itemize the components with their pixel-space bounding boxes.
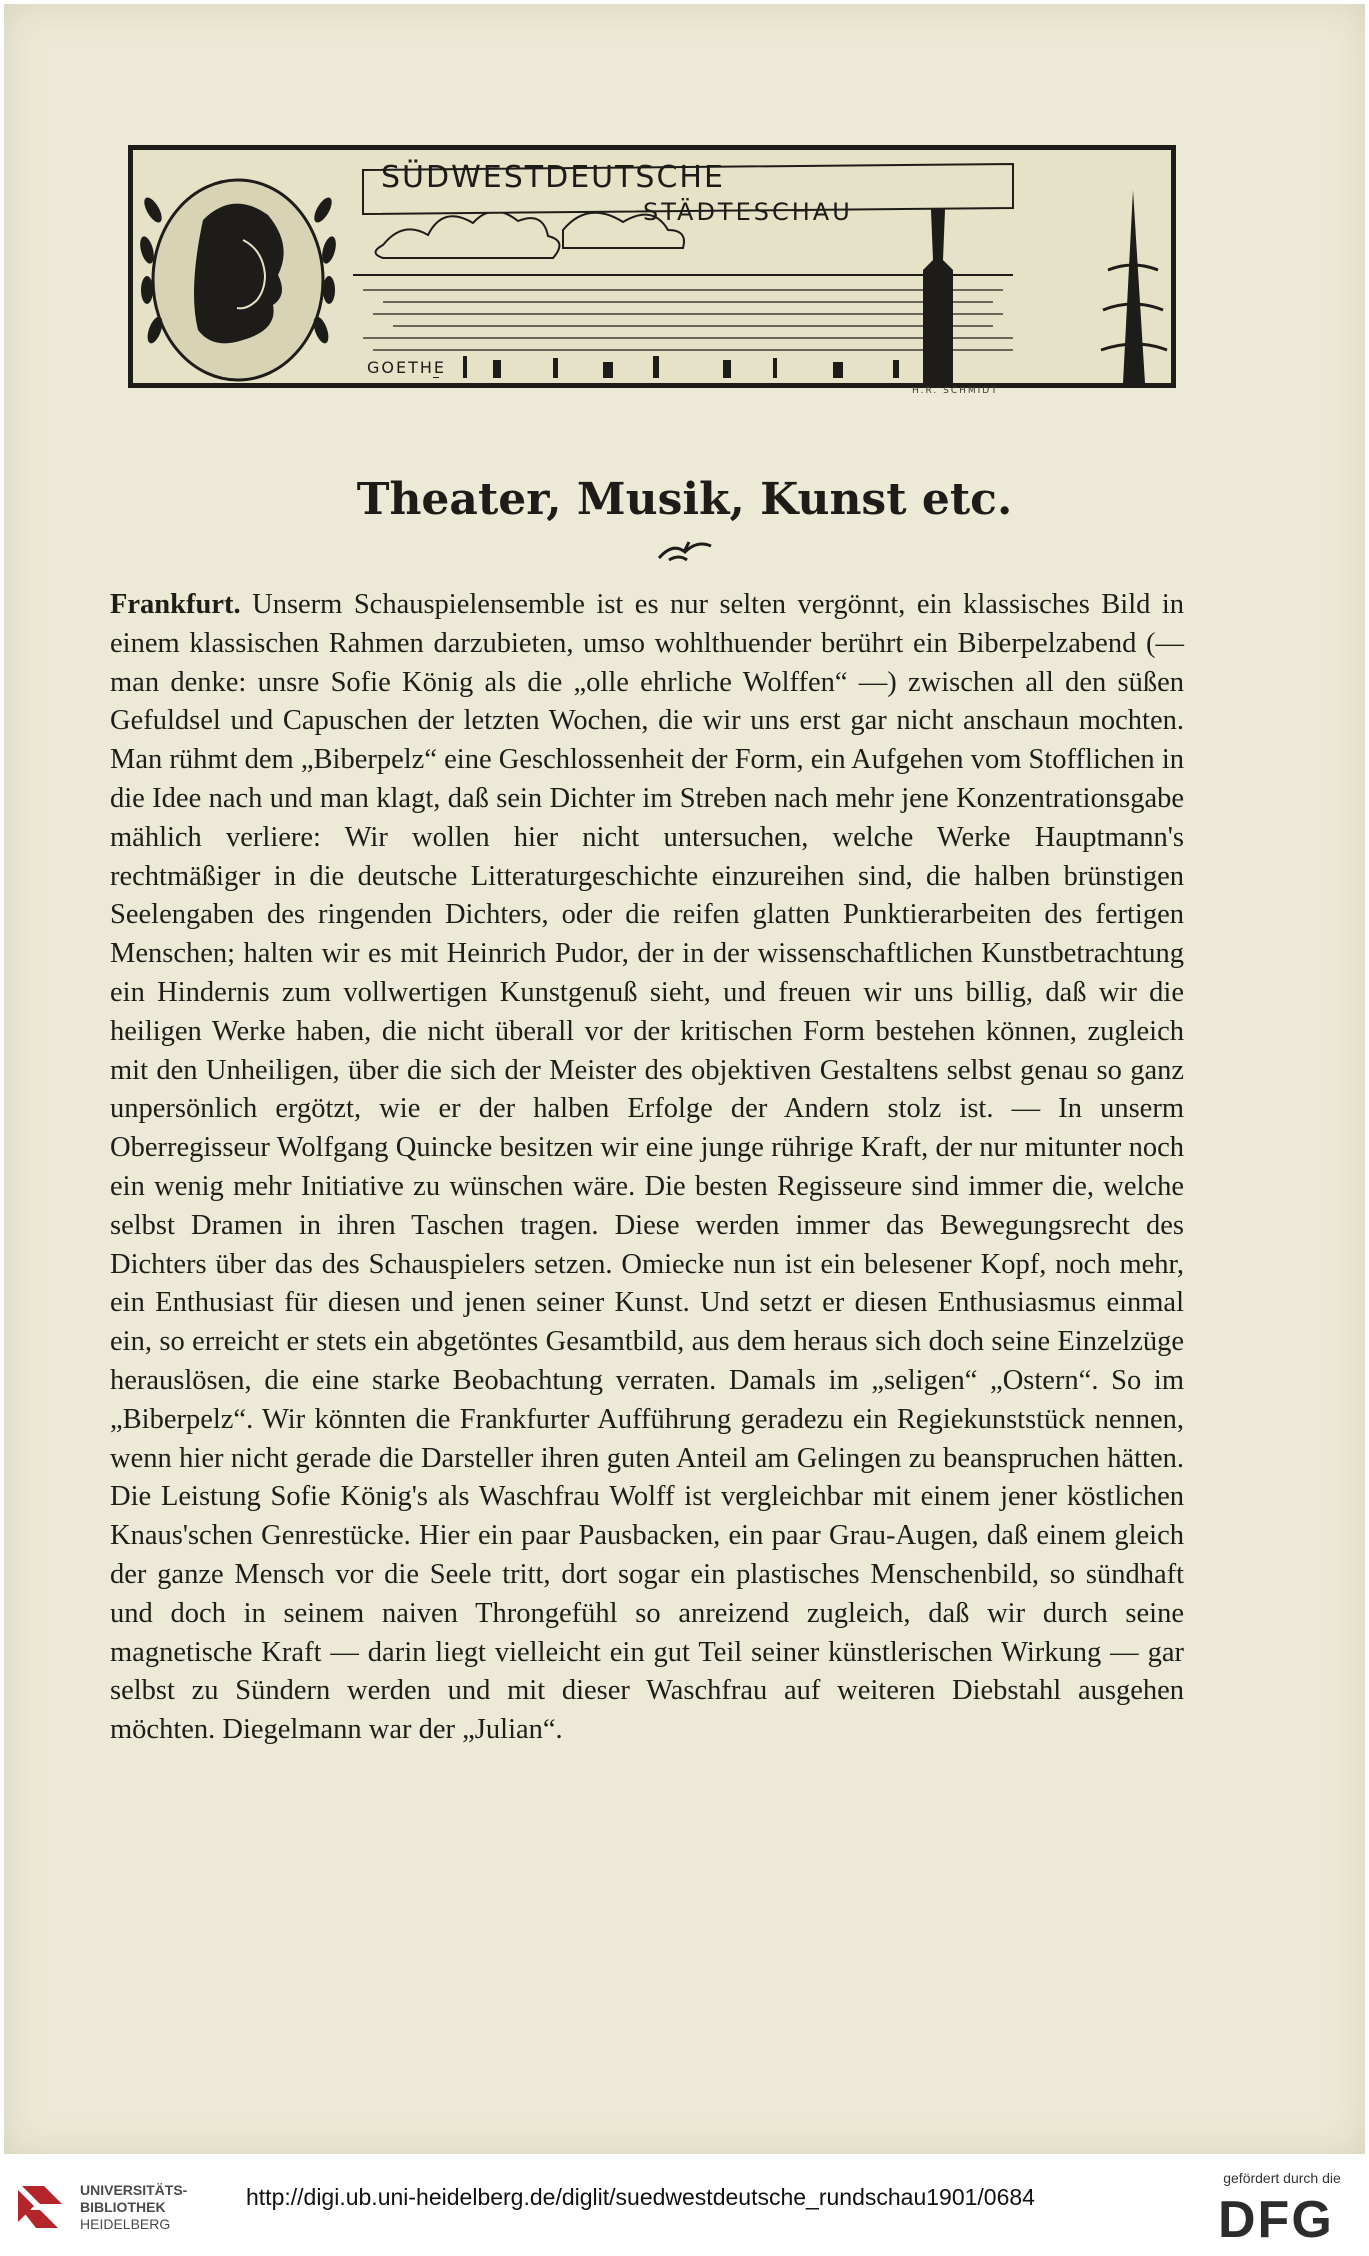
artist-signature: H.R. SCHMIDT <box>912 386 999 396</box>
footer-bar <box>0 2154 1369 2256</box>
ornament-icon <box>655 540 715 564</box>
banner-subtitle: STÄDTESCHAU <box>643 198 853 226</box>
library-line: BIBLIOTHEK <box>80 2199 166 2215</box>
article-paragraph <box>110 586 1184 1750</box>
university-logo-icon <box>14 2180 70 2236</box>
library-line: UNIVERSITÄTS- <box>80 2182 188 2198</box>
funding-caption: gefördert durch die <box>1223 2170 1341 2186</box>
article-body <box>110 586 1184 1750</box>
library-name <box>80 2182 187 2233</box>
library-line: HEIDELBERG <box>80 2216 171 2232</box>
portrait-caption: GOETHE <box>363 358 450 377</box>
header-illustration <box>128 145 1176 388</box>
article-lead: Frankfurt. <box>110 589 241 620</box>
section-heading: Theater, Musik, Kunst etc. <box>356 474 1013 525</box>
permalink[interactable]: http://digi.ub.uni-heidelberg.de/diglit/suedwestdeutsche_rundschau1901/0684 <box>246 2184 1035 2210</box>
article-text: Unserm Schauspielensemble ist es nur selten vergönnt, ein klassisches Bild in einem klassischen Rahmen darzubieten, umso wohlthuender berührt ein Biberpelzabend (— man denke: unsre Sofie König als die „olle ehrliche Wolffen“ —) zwischen all den süßen Gefuldsel und Capuschen der letzten Wochen, die wir uns erst gar nicht anschaun mochten. Man rühmt dem „Biberpelz“ eine Geschlossenheit der Form, ein Aufgehen vom Stofflichen in die Idee nach und man klagt, daß sein Dichter im Streben nach mehr jene Konzentrationsgabe mählich verliere: Wir wollen hier nicht untersuchen, welche Werke Hauptmann's rechtmäßiger in die deutsche Litteraturgeschichte einzureihen sind, die halben brünstigen Seelengaben des ringenden Dichters, oder die reifen glatten Punktierarbeiten des fertigen Menschen; halten wir es mit Heinrich Pudor, der in der wissenschaftlichen Kunstbetrachtung ein Hindernis zum vollwertigen Kunstgenuß sieht, und freuen wir uns billig, daß wir die heiligen Werke haben, die nicht überall vor der kritischen Form bestehen können, zugleich mit den Unheiligen, über die sich der Meister des objektiven Gestaltens selbst genau so ganz unpersönlich ergötzt, wie er der halben Erfolge der Andern stolz ist. — In unserm Oberregisseur Wolfgang Quincke besitzen wir eine junge rührige Kraft, der nur mitunter noch ein wenig mehr Initiative zu wünschen wäre. Die besten Regisseure sind immer die, welche selbst Dramen in ihren Taschen tragen. Diese werden immer das Bewegungsrecht des Dichters über das des Schauspielers setzen. Omiecke nun ist ein belesener Kopf, noch mehr, ein Enthusiast für diesen und jenen seiner Kunst. Und setzt er diesen Enthusiasmus einmal ein, so erreicht er stets ein abgetöntes Gesamtbild, aus dem heraus sich doch seine Einzelzüge herauslösen, die eine starke Beobachtung verraten. Damals im „seligen“ „Ostern“. So im „Biberpelz“. Wir könnten die Frankfurter Aufführung geradezu ein Regiekunststück nennen, wenn hier nicht gerade die Darsteller ihren guten Anteil am Gelingen zu beanspruchen hätten. Die Leistung Sofie König's als Waschfrau Wolff ist vergleichbar mit einem jener köstlichen Knaus'schen Genrestücke. Hier ein paar Pausbacken, ein paar Grau-Augen, daß einem gleich der ganze Mensch vor die Seele tritt, dort sogar ein plastisches Menschenbild, so sündhaft und doch in seinem naiven Throngefühl so anreizend zugleich, daß wir durch seine magnetische Kraft — darin liegt vielleicht ein gut Teil seiner künstlerischen Wirkung — gar selbst zu Sündern werden und mit dieser Waschfrau auf weiteren Diebstahl ausgehen möchten. Diegelmann war der „Julian“. <box>110 589 1185 1746</box>
dfg-logo: DFG <box>1218 2191 1334 2249</box>
banner-title: SÜDWESTDEUTSCHE <box>381 160 725 195</box>
